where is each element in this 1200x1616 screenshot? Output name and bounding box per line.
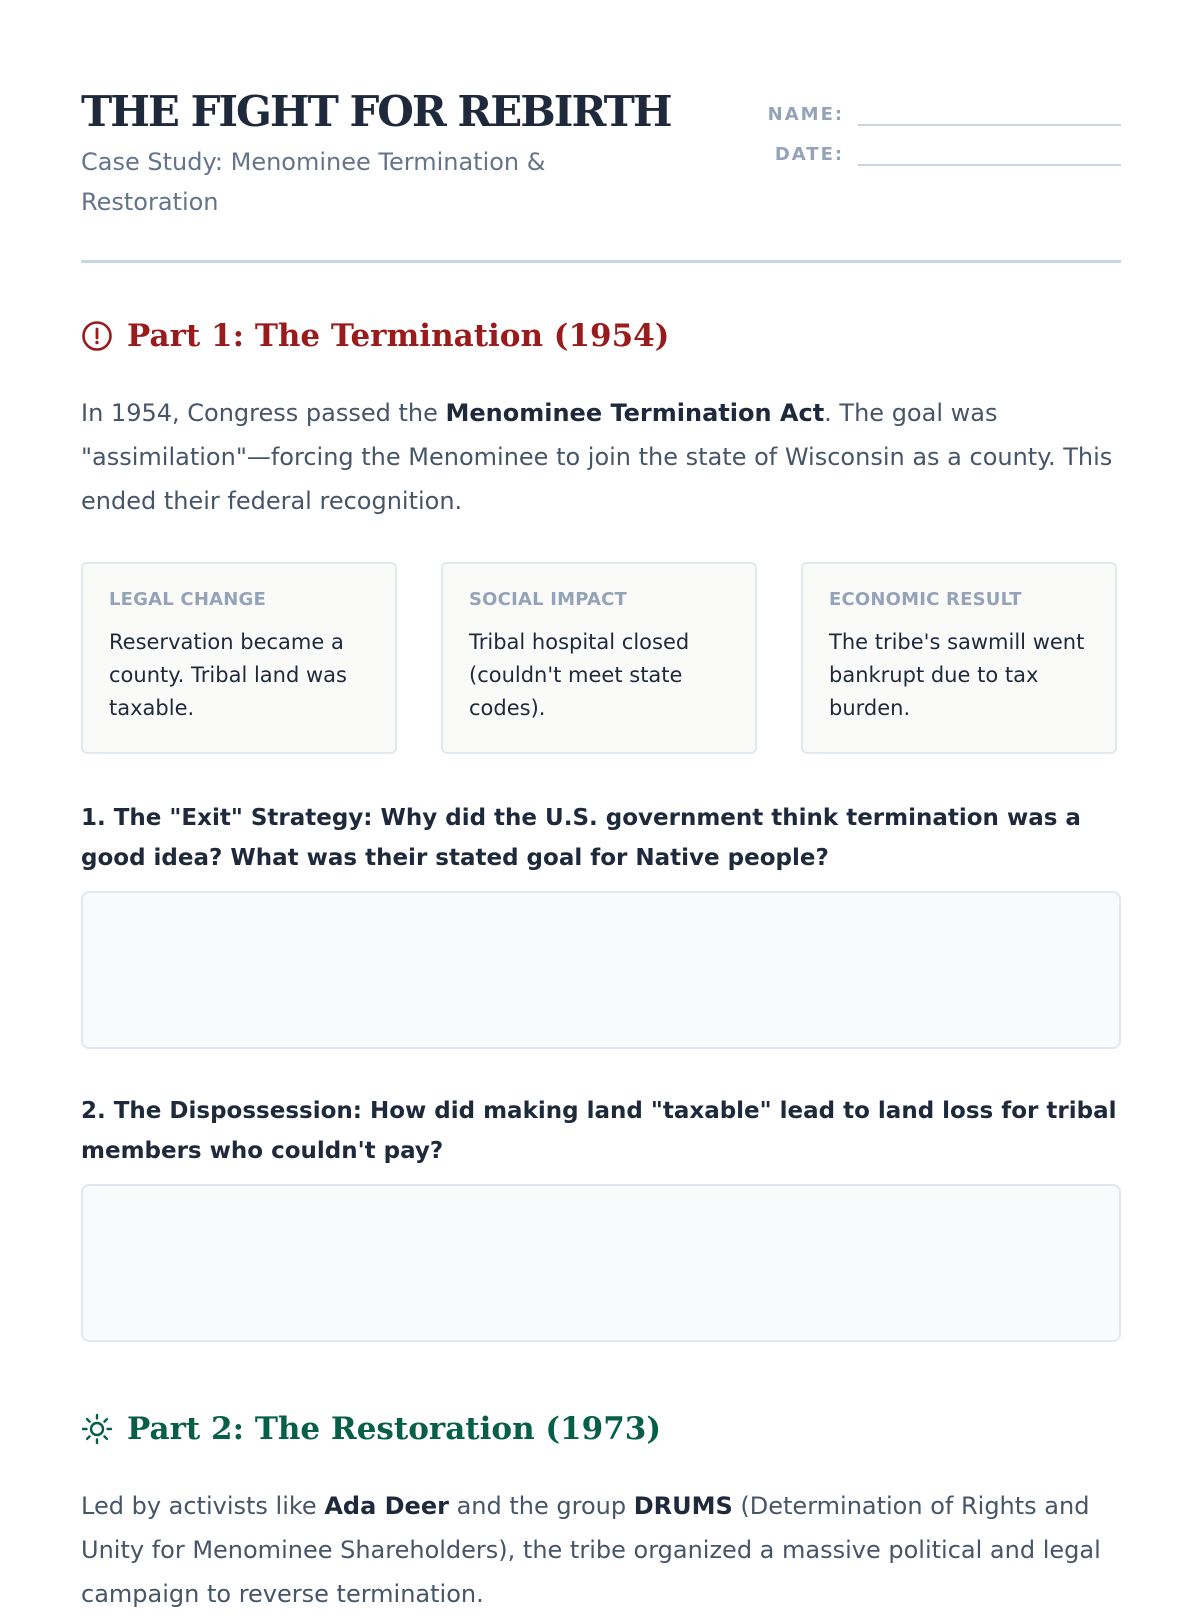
date-row [711,126,1121,166]
page-subtitle: Case Study: Menominee Termination & Restoration [81,148,546,216]
part2-heading [81,1411,661,1447]
part2-intro-bold-1: Ada Deer [324,1492,449,1520]
header-divider [81,260,1121,263]
part1-title: Part 1: The Termination (1954) [127,318,670,354]
part2-intro-text-3: (Determination of Rights and Unity for Menominee Shareholders), the tribe organized a massive political and legal campaign to reverse termination. [81,1492,1101,1608]
part2-intro [81,1484,1131,1616]
part2-intro-bold-2: DRUMS [633,1492,733,1520]
card-text: The tribe's sawmill went bankrupt due to tax burden. [829,630,1085,720]
name-line[interactable] [858,106,1121,126]
info-card-social [441,562,757,754]
name-row [711,86,1121,126]
info-card-legal [81,562,397,754]
part1-heading [81,318,669,354]
alert-circle-icon [81,320,113,352]
question-1: 1. The "Exit" Strategy: Why did the U.S. government think termination was a good idea? What was their stated goal for Native people? [81,805,1081,871]
student-info [711,86,1121,166]
part2-intro-text-1: Led by activists like [81,1492,325,1520]
page-title: THE FIGHT FOR REBIRTH [81,87,671,136]
part2-title: Part 2: The Restoration (1973) [127,1411,662,1447]
part1-intro [81,391,1131,523]
date-line[interactable] [858,146,1121,166]
part1-intro-text-1: In 1954, Congress passed the [81,399,446,427]
part2-intro-text-2: and the group [448,1492,634,1520]
card-title: SOCIAL IMPACT [469,589,628,610]
card-title: LEGAL CHANGE [109,589,266,610]
info-card-economic [801,562,1117,754]
part1-intro-bold-1: Menominee Termination Act [445,399,825,427]
card-text: Reservation became a county. Tribal land was taxable. [109,630,347,720]
worksheet-header [81,86,1121,222]
card-text: Tribal hospital closed (couldn't meet state codes). [469,630,690,720]
question-2: 2. The Dispossession: How did making land "taxable" lead to land loss for tribal members who couldn't pay? [81,1098,1117,1164]
card-title: ECONOMIC RESULT [829,589,1022,610]
answer-box-1[interactable] [81,891,1121,1049]
answer-box-2[interactable] [81,1184,1121,1342]
name-label: NAME: [767,104,845,125]
sun-icon [81,1413,113,1445]
date-label: DATE: [774,144,845,165]
part1-intro-text-2: . The goal was "assimilation"—forcing the Menominee to join the state of Wisconsin as a county. This ended their federal recognition. [81,399,1113,515]
